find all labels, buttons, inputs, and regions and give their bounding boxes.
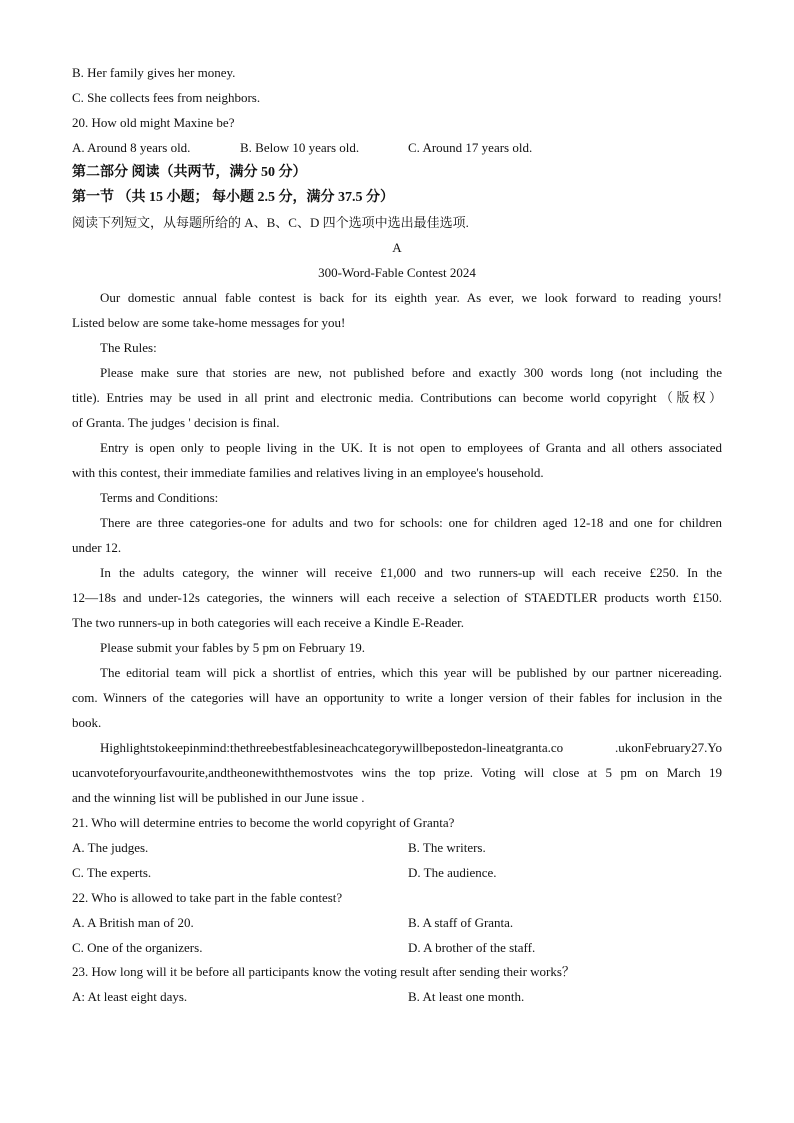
rules-heading: The Rules: (100, 340, 157, 355)
part-two-heading: 第二部分 阅读（共两节，满分 50 分） (72, 165, 307, 180)
paragraph-line: of Granta. The judges ' decision is final. (72, 415, 280, 430)
paragraph-line: book. (72, 715, 102, 730)
q22-option-b: B. A staff of Granta. (408, 915, 514, 930)
terms-heading: Terms and Conditions: (100, 490, 219, 505)
question-22: 22. Who is allowed to take part in the fable contest? (72, 890, 343, 905)
paragraph-line: with this contest, their immediate families and relatives living in an employee's household. (72, 465, 544, 480)
q23-option-a: A: At least eight days. (72, 989, 188, 1004)
paragraph-line: The two runners-up in both categories will each receive a Kindle E-Reader. (72, 615, 465, 630)
q23-option-b: B. At least one month. (408, 989, 525, 1004)
paragraph-line: under 12. (72, 540, 122, 555)
passage-title: 300-Word-Fable Contest 2024 (318, 265, 476, 280)
paragraph-line: com. Winners of the categories will have an opportunity to write a longer version of their fables for inclusion in the (72, 690, 722, 705)
paragraph-line: Listed below are some take-home messages for you! (72, 315, 346, 330)
paragraph-line: title). Entries may be used in all print and electronic media. Contributions can become world copyright（版权） (72, 390, 722, 405)
q22-option-d: D. A brother of the staff. (408, 940, 536, 955)
paragraph-line: Our domestic annual fable contest is back for its eighth year. As ever, we look forward to reading yours! (100, 290, 722, 305)
q22-option-a: A. A British man of 20. (72, 915, 194, 930)
question-20: 20. How old might Maxine be? (72, 115, 235, 130)
paragraph-line: There are three categories-one for adults and two for schools: one for children aged 12-18 and one for children (100, 515, 722, 530)
option-b-top: B. Her family gives her money. (72, 65, 236, 80)
q20-option-a: A. Around 8 years old. (72, 140, 191, 155)
question-21: 21. Who will determine entries to become the world copyright of Granta? (72, 815, 455, 830)
question-23: 23. How long will it be before all participants know the voting result after sending their works？ (72, 964, 575, 979)
q21-option-d: D. The audience. (408, 865, 497, 880)
option-c-top: C. She collects fees from neighbors. (72, 90, 261, 105)
q20-option-b: B. Below 10 years old. (240, 140, 360, 155)
paragraph-line: In the adults category, the winner will receive £1,000 and two runners-up will each receive £250. In the (100, 565, 722, 580)
paragraph-line: and the winning list will be published in our June issue . (72, 790, 365, 805)
q21-option-c: C. The experts. (72, 865, 152, 880)
paragraph-line: 12—18s and under-12s categories, the winners will each receive a selection of STAEDTLER products worth £150. (72, 590, 722, 605)
paragraph-line: ucanvoteforyourfavourite,andtheonewiththemostvotes wins the top prize. Voting will close at 5 pm on March 19 (72, 765, 722, 780)
paragraph-line: Please make sure that stories are new, not published before and exactly 300 words long (not including the (100, 365, 722, 380)
paragraph-line: Please submit your fables by 5 pm on February 19. (100, 640, 366, 655)
passage-letter: A (392, 240, 402, 255)
instructions: 阅读下列短文，从每题所给的 A、B、C、D 四个选项中选出最佳选项. (72, 215, 469, 230)
q22-option-c: C. One of the organizers. (72, 940, 203, 955)
q20-option-c: C. Around 17 years old. (408, 140, 533, 155)
section-one-heading: 第一节 （共 15 小题； 每小题 2.5 分，满分 37.5 分） (72, 190, 394, 205)
paragraph-line: The editorial team will pick a shortlist of entries, which this year will be published by our partner nicereading. (100, 665, 722, 680)
paragraph-line: Highlightstokeepinmind:thethreebestfablesineachcategorywillbepostedon-lineatgranta.co .ukonFebruary27.Yo (100, 740, 722, 755)
paragraph-line: Entry is open only to people living in the UK. It is not open to employees of Granta and all others associated (100, 440, 722, 455)
q21-option-a: A. The judges. (72, 840, 149, 855)
q21-option-b: B. The writers. (408, 840, 486, 855)
